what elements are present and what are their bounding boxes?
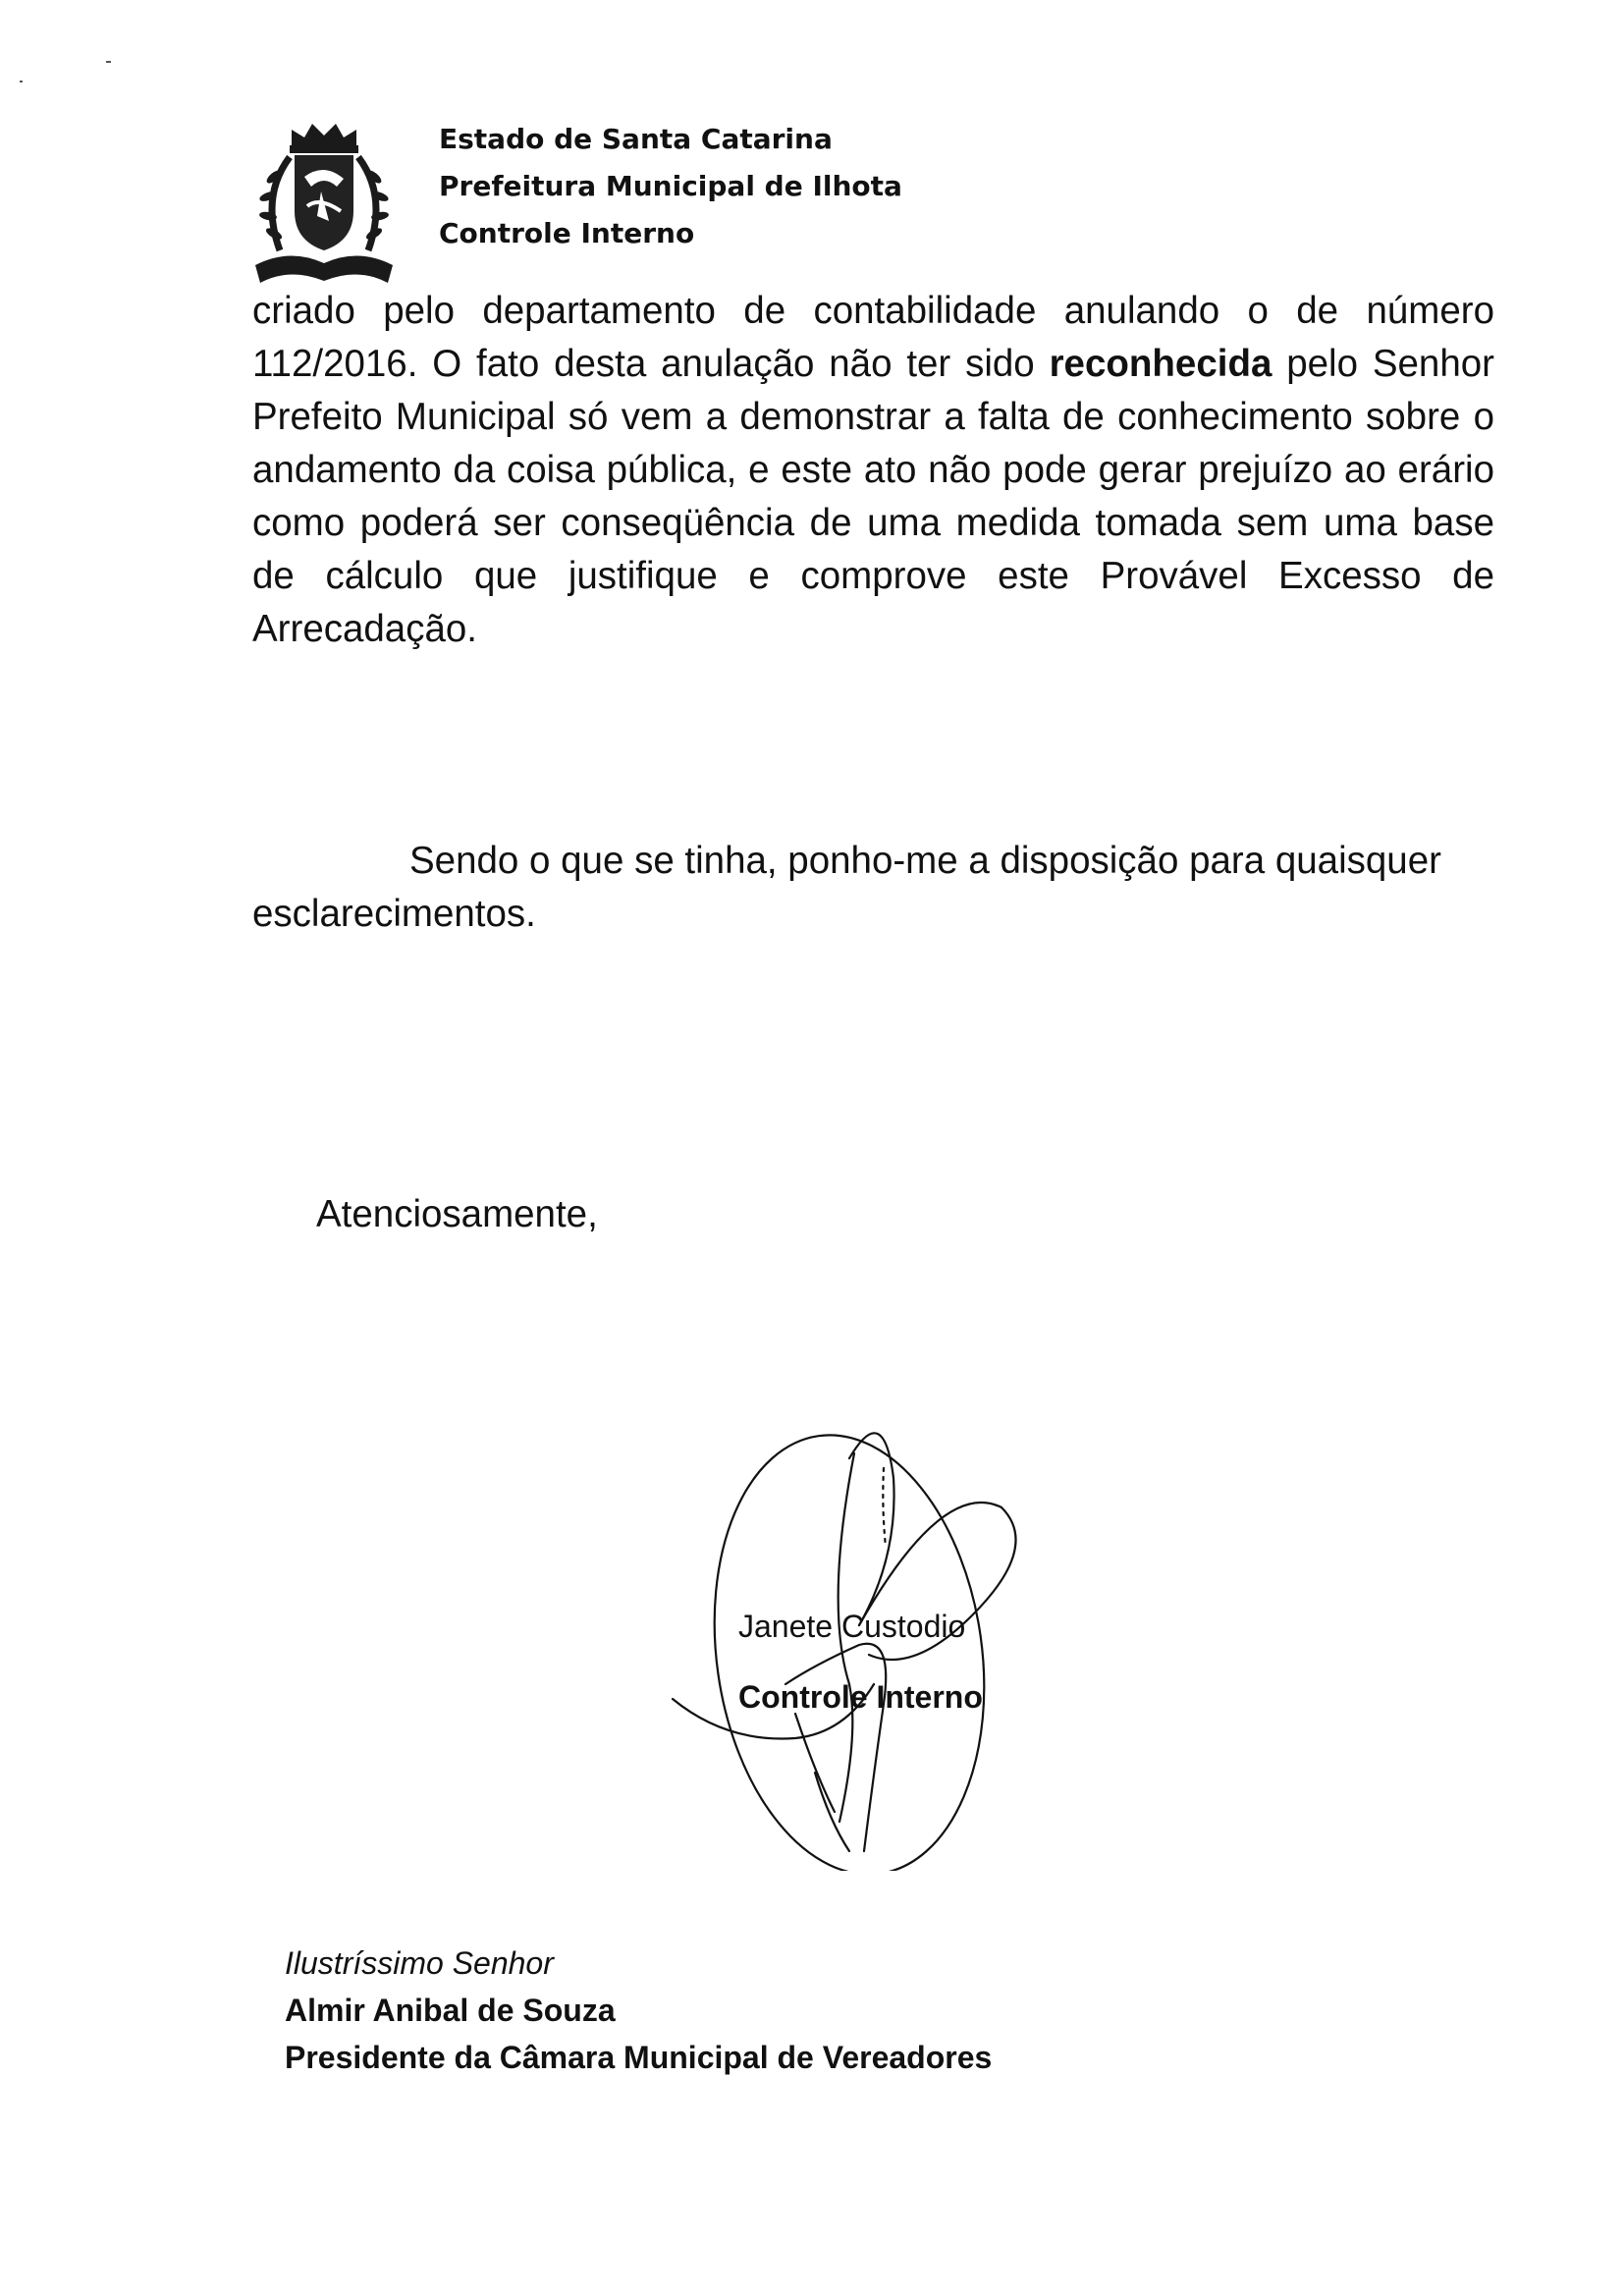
salutation: Atenciosamente, xyxy=(316,1193,598,1235)
body-text-part1: criado pelo departamento de contabilidade anulando o de número 112/2016. O fato desta anulação não ter sido xyxy=(252,290,1494,385)
body-paragraph xyxy=(252,285,1494,656)
addressee-title: Presidente da Câmara Municipal de Vereadores xyxy=(285,2040,993,2075)
body-text-emphasis: reconhecida xyxy=(1049,343,1272,385)
body-text xyxy=(252,285,1494,656)
addressee-block xyxy=(285,1940,992,2081)
closing-line-1: Sendo o que se tinha, ponho-me a disposição para quaisquer xyxy=(409,840,1441,882)
addressee-greeting: Ilustríssimo Senhor xyxy=(285,1945,554,1981)
closing-line-2: esclarecimentos. xyxy=(252,893,536,935)
signer-block xyxy=(738,1591,983,1732)
letterhead-municipality: Prefeitura Municipal de Ilhota xyxy=(439,170,902,202)
letterhead xyxy=(439,116,902,257)
addressee-name: Almir Anibal de Souza xyxy=(285,1993,616,2028)
scan-speck xyxy=(106,61,111,63)
scan-speck xyxy=(20,81,23,82)
letterhead-state: Estado de Santa Catarina xyxy=(439,123,833,155)
signer-role: Controle Interno xyxy=(738,1679,983,1715)
signer-name: Janete Custodio xyxy=(738,1609,966,1644)
body-text-part2: pelo Senhor Prefeito Municipal só vem a demonstrar a falta de conhecimento sobre o andamento da coisa pública, e este ato não pode gerar prejuízo ao erário como poderá ser conseqüência de uma medida tomada sem uma base de cálculo que justifique e comprove este Provável Excesso de Arrecadação. xyxy=(252,343,1494,650)
letterhead-department: Controle Interno xyxy=(439,217,695,249)
municipal-coat-of-arms-icon xyxy=(250,118,398,290)
closing-paragraph xyxy=(252,835,1494,941)
